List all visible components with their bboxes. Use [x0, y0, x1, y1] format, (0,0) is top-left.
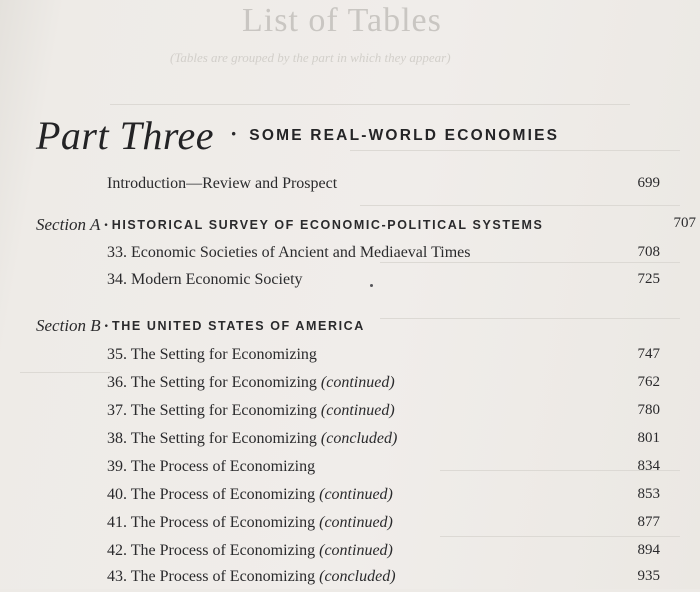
chapter-number: 39.	[107, 458, 127, 475]
chapter-number: 37.	[107, 402, 127, 419]
chapter-number: 38.	[107, 430, 127, 447]
section-b-label: Section B	[36, 316, 101, 335]
section-b-title: THE UNITED STATES OF AMERICA	[112, 319, 365, 333]
chapter-title: The Setting for Economizing	[130, 430, 317, 447]
chapter-page-number: 780	[637, 402, 660, 418]
chapter-title: The Process of Economizing	[130, 542, 316, 559]
section-a-separator: ·	[103, 217, 109, 234]
toc-entry[interactable]	[107, 402, 700, 426]
chapter-number: 35.	[107, 346, 127, 363]
chapter-page-number: 725	[637, 271, 660, 287]
toc-entry[interactable]	[107, 568, 700, 592]
part-subtitle: SOME REAL-WORLD ECONOMIES	[249, 127, 560, 144]
chapter-page-number: 762	[637, 374, 660, 390]
section-b-heading[interactable]	[36, 316, 700, 340]
chapter-title: The Process of Economizing	[130, 568, 316, 585]
chapter-page-number: 801	[637, 430, 660, 446]
section-a-label: Section A	[36, 215, 101, 234]
toc-entry[interactable]	[107, 486, 700, 510]
toc-entry[interactable]	[107, 271, 700, 295]
chapter-title: The Setting for Economizing	[130, 346, 317, 363]
ghost-line	[20, 372, 110, 373]
chapter-title: The Process of Economizing	[130, 486, 316, 503]
ghost-line	[360, 205, 680, 206]
part-heading	[36, 112, 559, 159]
toc-entry[interactable]	[107, 346, 700, 370]
chapter-note: (concluded)	[319, 568, 396, 585]
ghost-line	[110, 104, 630, 105]
chapter-number: 42.	[107, 542, 127, 559]
chapter-title: Economic Societies of Ancient and Mediaeval Times	[131, 244, 471, 261]
chapter-page-number: 935	[637, 568, 660, 584]
chapter-number: 40.	[107, 486, 127, 503]
part-separator: ·	[229, 121, 238, 146]
page-speck	[370, 284, 373, 287]
chapter-title: The Setting for Economizing	[130, 402, 317, 419]
chapter-number: 41.	[107, 514, 127, 531]
chapter-number: 43.	[107, 568, 127, 585]
chapter-note: (continued)	[320, 374, 395, 391]
section-a-title: HISTORICAL SURVEY OF ECONOMIC-POLITICAL SYSTEMS	[111, 218, 544, 232]
chapter-page-number: 708	[637, 244, 660, 260]
intro-page-number: 699	[637, 175, 660, 191]
toc-entry[interactable]	[107, 542, 700, 566]
chapter-note: (concluded)	[320, 430, 398, 447]
chapter-title: The Setting for Economizing	[130, 374, 317, 391]
chapter-page-number: 747	[637, 346, 660, 362]
intro-entry[interactable]	[107, 175, 700, 199]
chapter-number: 33.	[107, 244, 127, 261]
chapter-note: (continued)	[320, 402, 395, 419]
chapter-page-number: 894	[637, 542, 660, 558]
chapter-number: 34.	[107, 271, 127, 288]
ghost-page-subtitle: (Tables are grouped by the part in which they appear)	[170, 50, 451, 65]
toc-entry[interactable]	[107, 374, 700, 398]
chapter-note: (continued)	[319, 542, 393, 559]
ghost-page-title: List of Tables	[242, 2, 442, 39]
chapter-page-number: 853	[637, 486, 660, 502]
part-title: Part Three	[36, 113, 214, 158]
toc-entry[interactable]	[107, 244, 700, 268]
chapter-page-number: 834	[637, 458, 660, 474]
chapter-title: Modern Economic Society	[131, 271, 303, 288]
chapter-note: (continued)	[319, 514, 393, 531]
chapter-title: The Process of Economizing	[130, 514, 316, 531]
toc-entry[interactable]	[107, 430, 700, 454]
section-a-page-number: 707	[673, 215, 696, 231]
intro-title: Introduction—Review and Prospect	[107, 175, 338, 192]
toc-entry[interactable]	[107, 514, 700, 538]
chapter-note: (continued)	[319, 486, 393, 503]
chapter-page-number: 877	[637, 514, 660, 530]
toc-entry[interactable]	[107, 458, 700, 482]
section-b-separator: ·	[103, 318, 110, 335]
section-a-heading[interactable]	[36, 215, 700, 239]
chapter-title: The Process of Economizing	[130, 458, 316, 475]
chapter-number: 36.	[107, 374, 127, 391]
